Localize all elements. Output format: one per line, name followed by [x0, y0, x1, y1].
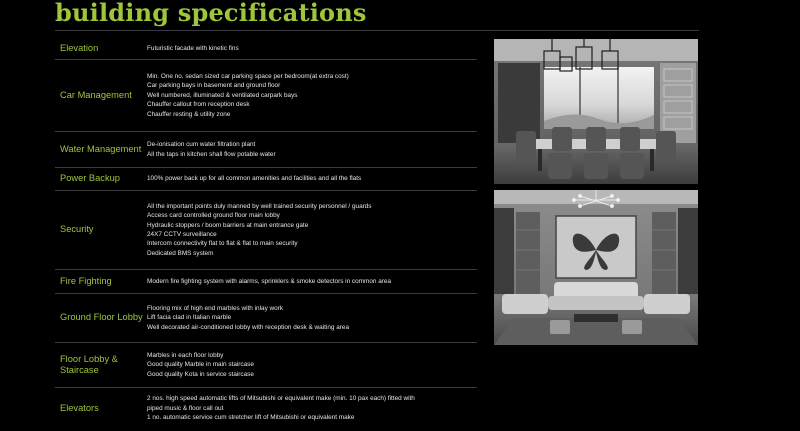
spec-value: Dedicated BMS system: [147, 249, 214, 257]
spec-values: [147, 304, 477, 332]
spec-value: Flooring mix of high end marbles with inlay work: [147, 304, 284, 312]
spec-label: Elevators: [60, 402, 99, 413]
spec-values: [147, 72, 477, 119]
page-title: building specifications: [55, 0, 367, 27]
spec-label: Power Backup: [60, 173, 120, 184]
spec-label: Ground Floor Lobby: [60, 312, 143, 323]
spec-value: 1 no. automatic service cum stretcher lift of Mitsubishi or equivalent make: [147, 414, 355, 422]
spec-value: Marbles in each floor lobby: [147, 351, 224, 359]
spec-label: Elevation: [60, 42, 99, 53]
spec-value: Futuristic facade with kinetic fins: [147, 44, 239, 52]
spec-row-water-management: [55, 132, 477, 168]
spec-values: [147, 394, 477, 422]
spec-label: Floor Lobby & Staircase: [60, 353, 118, 375]
spec-values: [147, 351, 477, 379]
spec-row-floor-lobby-staircase: [55, 343, 477, 388]
spec-value: 24X7 CCTV surveillance: [147, 231, 217, 238]
spec-values: [147, 174, 477, 183]
spec-value: Well numbered, illuminated & ventilated carpark bays: [147, 91, 298, 99]
spec-values: [147, 202, 477, 258]
dining-room-image: [494, 39, 698, 184]
spec-row-power-backup: [55, 168, 477, 191]
spec-values: [147, 140, 477, 159]
spec-row-fire-fighting: [55, 270, 477, 294]
spec-values: [147, 44, 477, 53]
spec-label: Security: [60, 224, 94, 235]
spec-value: Access card controlled ground floor main lobby: [147, 212, 280, 220]
spec-value: Good quality Marble in main staircase: [147, 361, 254, 369]
spec-value: Chauffer callout from reception desk: [147, 101, 250, 109]
living-room-image: [494, 190, 698, 345]
spec-row-security: [55, 191, 477, 270]
spec-value: piped music & floor call out: [147, 404, 224, 412]
spec-value: Lift facia clad in Italian marble: [147, 314, 232, 322]
spec-row-car-management: [55, 60, 477, 132]
spec-row-elevators: [55, 388, 477, 429]
spec-label: Fire Fighting: [60, 275, 112, 286]
spec-value: Car parking bays in basement and ground floor: [147, 82, 281, 90]
title-divider: [55, 30, 699, 31]
spec-row-ground-floor-lobby: [55, 294, 477, 343]
spec-value: Modern fire fighting system with alarms, sprinklers & smoke detectors in common area: [147, 277, 391, 285]
spec-value: Chauffer resting & utility zone: [147, 110, 231, 118]
spec-label: Water Management: [60, 143, 142, 154]
spec-label: Car Management: [60, 89, 132, 100]
spec-value: Min. One no. sedan sized car parking space per bedroom(at extra cost): [147, 72, 349, 80]
spec-value: All the important points duly manned by well trained security personnel / guards: [147, 202, 372, 210]
spec-value: Intercom connectivity flat to flat & flat to main security: [147, 240, 298, 248]
spec-value: De-ionisation cum water filtration plant: [147, 141, 256, 149]
specifications-table: [55, 38, 477, 429]
spec-row-elevation: [55, 38, 477, 60]
spec-value: Well decorated air-conditioned lobby with reception desk & waiting area: [147, 323, 350, 331]
spec-values: [147, 277, 477, 286]
spec-value: Good quality Kota in service staircase: [147, 370, 254, 378]
spec-value: 2 nos. high speed automatic lifts of Mitsubishi or equivalent make (min. 10 pax each) fitted with: [147, 395, 415, 403]
spec-value: 100% power back up for all common amenities and facilities and all the flats: [147, 175, 362, 183]
spec-value: Hydraulic stoppers / boom barriers at main entrance gate: [147, 221, 309, 229]
spec-value: All the taps in kitchen shall flow potable water: [147, 150, 276, 158]
